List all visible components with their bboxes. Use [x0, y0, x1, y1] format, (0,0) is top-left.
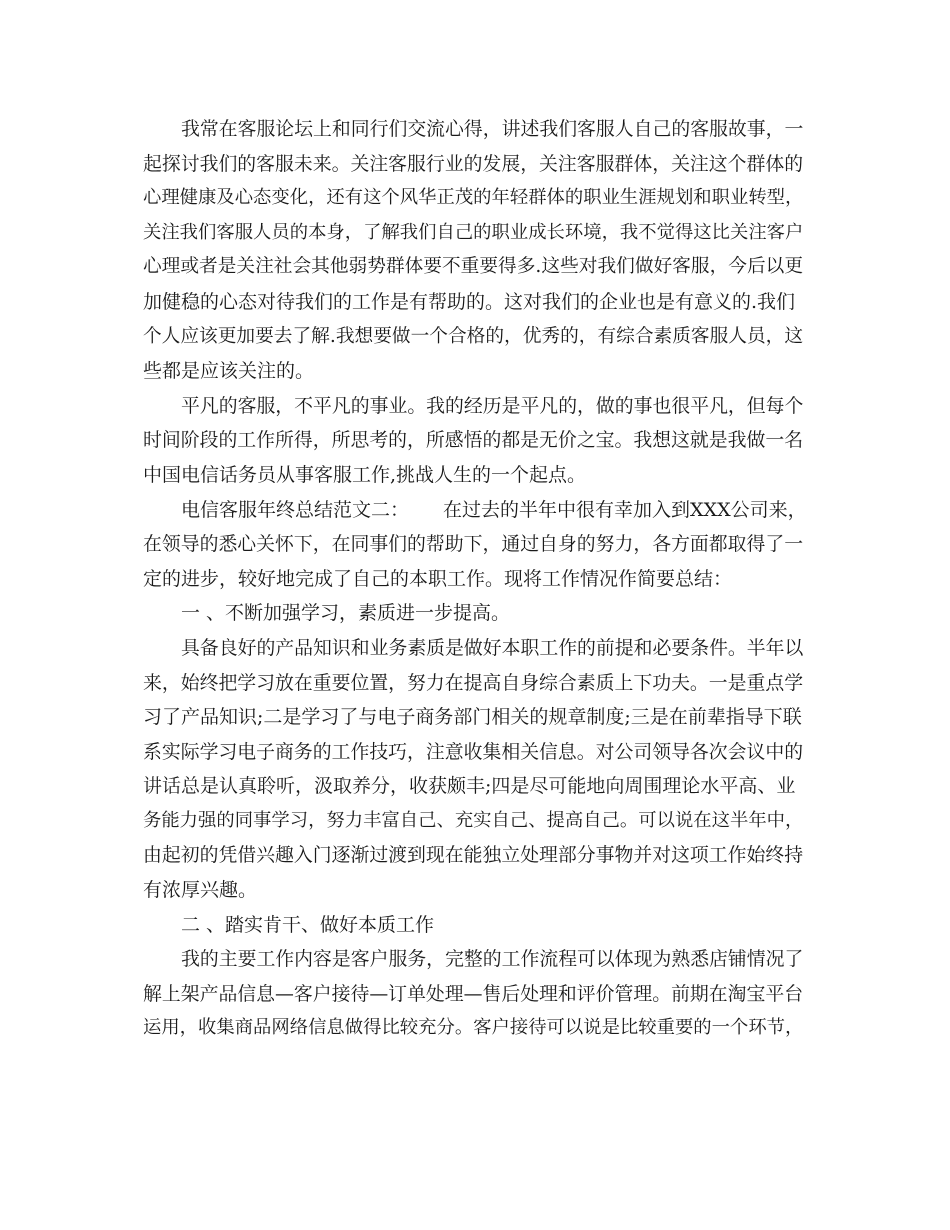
- text-line: 在领导的悉心关怀下，在同事们的帮助下，通过自身的努力，各方面都取得了一: [143, 533, 804, 556]
- text-line-split: [143, 493, 807, 528]
- text-segment: 在过去的半年中很有幸加入到XXX公司来，: [443, 498, 807, 521]
- text-line: 我的主要工作内容是客户服务，完整的工作流程可以体现为熟悉店铺情况了: [181, 948, 804, 971]
- text-line: 由起初的凭借兴趣入门逐渐过渡到现在能独立处理部分事物并对这项工作始终持: [143, 844, 804, 867]
- text-line: 来，始终把学习放在重要位置，努力在提高自身综合素质上下功夫。一是重点学: [143, 671, 804, 694]
- text-line: 系实际学习电子商务的工作技巧，注意收集相关信息。对公司领导各次会议中的: [143, 740, 804, 763]
- text-line: 平凡的客服，不平凡的事业。我的经历是平凡的，做的事也很平凡，但每个: [181, 394, 804, 417]
- text-line: 关注我们客服人员的本身，了解我们自己的职业成长环境，我不觉得这比关注客户: [143, 221, 804, 243]
- text-line: 运用，收集商品网络信息做得比较充分。客户接待可以说是比较重要的一个环节，: [143, 1017, 804, 1039]
- text-line: 起探讨我们的客服未来。关注客服行业的发展，关注客服群体，关注这个群体的: [143, 152, 804, 175]
- text-line: 具备良好的产品知识和业务素质是做好本职工作的前提和必要条件。半年以: [181, 636, 804, 659]
- text-line: 有浓厚兴趣。: [143, 879, 258, 902]
- section-heading: 一 、不断加强学习，素质进一步提高。: [181, 602, 511, 625]
- text-line: 定的进步，较好地完成了自己的本职工作。现将工作情况作简要总结：: [143, 567, 733, 590]
- text-line: 加健稳的心态对待我们的工作是有帮助的。这对我们的企业也是有意义的.我们: [143, 290, 796, 313]
- text-line: 解上架产品信息—客户接待—订单处理—售后处理和评价管理。前期在淘宝平台: [143, 982, 804, 1005]
- text-line: 讲话总是认真聆听，汲取养分，收获颇丰;四是尽可能地向周围理论水平高、业: [143, 775, 796, 798]
- text-line: 些都是应该关注的。: [143, 360, 315, 383]
- section-heading: 电信客服年终总结范文二：: [181, 498, 410, 521]
- text-line: 时间阶段的工作所得，所思考的，所感悟的都是无价之宝。我想这就是我做一名: [143, 429, 804, 452]
- text-line: 务能力强的同事学习，努力丰富自己、充实自己、提高自己。可以说在这半年中，: [143, 809, 804, 831]
- text-line: 我常在客服论坛上和同行们交流心得，讲述我们客服人自己的客服故事，一: [181, 118, 804, 140]
- text-line: 心理或者是关注社会其他弱势群体要不重要得多.这些对我们做好客服，今后以更: [143, 256, 804, 278]
- text-line: 习了产品知识;二是学习了与电子商务部门相关的规章制度;三是在前辈指导下联: [143, 706, 802, 729]
- text-line: 心理健康及心态变化，还有这个风华正茂的年轻群体的职业生涯规划和职业转型，: [143, 187, 804, 209]
- section-heading: 二 、踏实肯干、做好本质工作: [181, 913, 435, 936]
- text-line: 中国电信话务员从事客服工作,挑战人生的一个起点。: [143, 463, 587, 486]
- document-body: [143, 112, 807, 1046]
- text-line: 个人应该更加要去了解.我想要做一个合格的，优秀的，有综合素质客服人员，这: [143, 325, 804, 347]
